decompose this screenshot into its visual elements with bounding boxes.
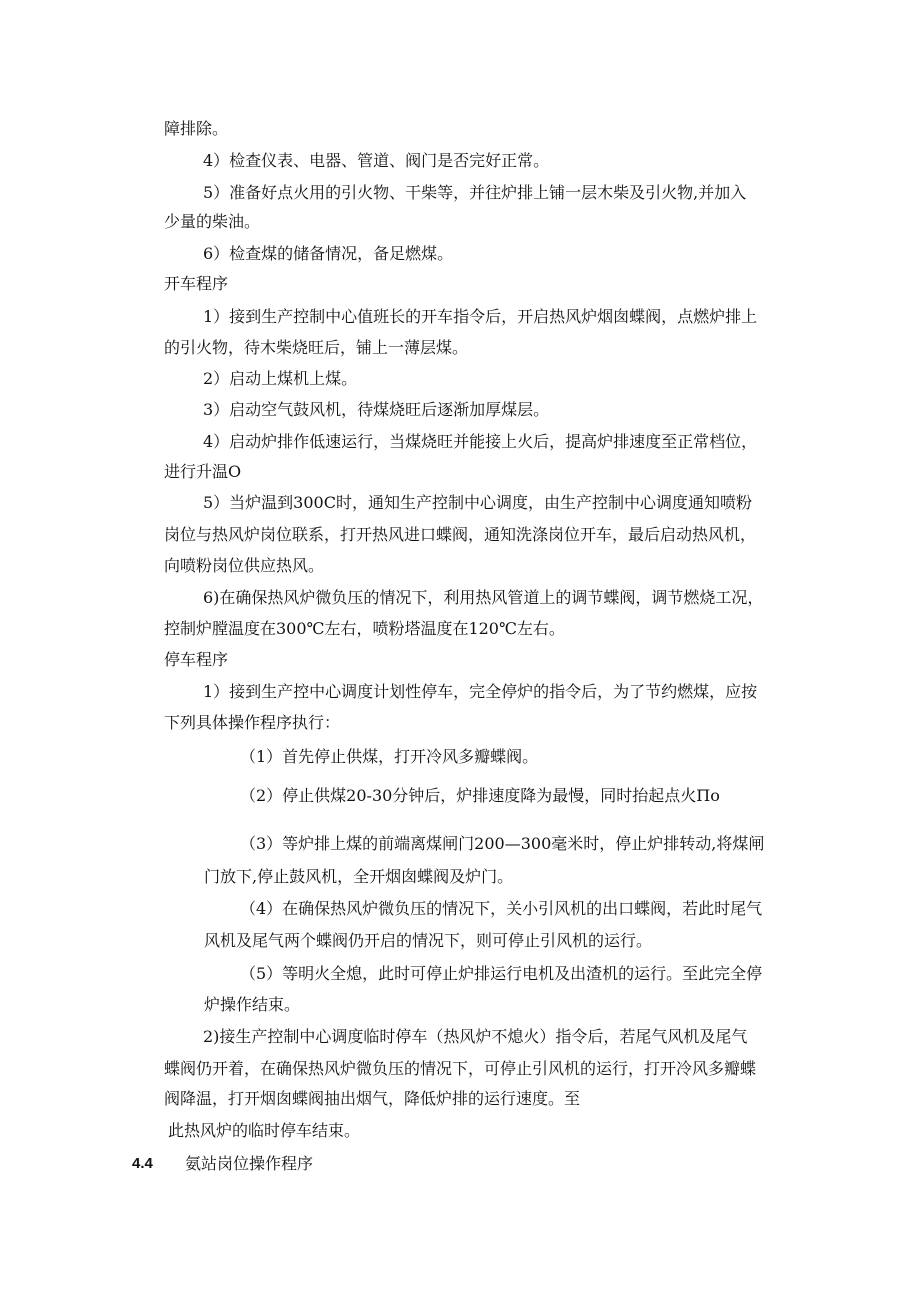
text-line: 2）启动上煤机上煤。 xyxy=(203,369,358,388)
text-line: （4）在确保热风炉微负压的情况下，关小引风机的出口蝶阀，若此时尾气 xyxy=(240,899,763,918)
text-line: 少量的柴油。 xyxy=(164,212,261,231)
text-line: 进行升温O xyxy=(164,462,242,481)
text-line: 风机及尾气两个蝶阀仍开启的情况下，则可停止引风机的运行。 xyxy=(204,931,653,950)
text-line: 阀降温，打开烟囱蝶阀抽出烟气，降低炉排的运行速度。至 xyxy=(164,1089,581,1108)
text-line: 向喷粉岗位供应热风。 xyxy=(164,556,325,575)
text-line: （2）停止供煤20-30分钟后，炉排速度降为最慢，同时抬起点火Πo xyxy=(240,786,720,805)
text-line: 5）准备好点火用的引火物、干柴等，并往炉排上铺一层木柴及引火物,并加入 xyxy=(203,183,747,202)
text-line: 4）启动炉排作低速运行，当煤烧旺并能接上火后，提高炉排速度至正常档位， xyxy=(203,432,758,451)
text-line: 下列具体操作程序执行： xyxy=(164,713,341,732)
text-line: （5）等明火全熄，此时可停止炉排运行电机及出渣机的运行。至此完全停 xyxy=(240,964,763,983)
text-line: 3）启动空气鼓风机，待煤烧旺后逐渐加厚煤层。 xyxy=(203,400,550,419)
text-line: 岗位与热风炉岗位联系，打开热风进口蝶阀，通知洗涤岗位开车，最后启动热风机， xyxy=(164,525,757,544)
text-line: （3）等炉排上煤的前端离煤闸门200—300毫米时，停止炉排转动,将煤闸 xyxy=(240,834,765,853)
text-line: （1）首先停止供煤，打开冷风多瓣蝶阀。 xyxy=(240,747,539,766)
text-line: 控制炉膛温度在300℃左右，喷粉塔温度在120℃左右。 xyxy=(164,619,565,638)
text-line: 5）当炉温到300C时，通知生产控制中心调度，由生产控制中心调度通知喷粉 xyxy=(203,493,752,512)
text-line: 6）检查煤的储备情况，备足燃煤。 xyxy=(203,244,454,263)
text-line: 2)接生产控制中心调度临时停车（热风炉不熄火）指令后，若尾气风机及尾气 xyxy=(203,1027,748,1046)
text-line: 的引火物，待木柴烧旺后，铺上一薄层煤。 xyxy=(164,338,469,357)
text-line: 蝶阀仍开着，在确保热风炉微负压的情况下，可停止引风机的运行，打开冷风多瓣蝶 xyxy=(164,1059,757,1078)
text-line: 障排除。 xyxy=(164,119,229,138)
heading-stop-procedure: 停车程序 xyxy=(164,650,229,669)
heading-start-procedure: 开车程序 xyxy=(164,274,229,293)
section-number: 4.4 xyxy=(132,1155,153,1172)
section-title: 氨站岗位操作程序 xyxy=(185,1154,314,1173)
text-line: 炉操作结束。 xyxy=(204,995,301,1014)
text-line: 1）接到生产控制中心值班长的开车指令后，开启热风炉烟囱蝶阀，点燃炉排上 xyxy=(203,307,758,326)
text-line: 此热风炉的临时停车结束。 xyxy=(168,1121,361,1140)
text-line: 4）检查仪表、电器、管道、阀门是否完好正常。 xyxy=(203,151,550,170)
text-line: 1）接到生产控中心调度计划性停车，完全停炉的指令后，为了节约燃煤，应按 xyxy=(203,682,758,701)
text-line: 6)在确保热风炉微负压的情况下，利用热风管道上的调节蝶阀，调节燃烧工况， xyxy=(203,588,764,607)
text-line: 门放下,停止鼓风机，全开烟囱蝶阀及炉门。 xyxy=(204,867,514,886)
